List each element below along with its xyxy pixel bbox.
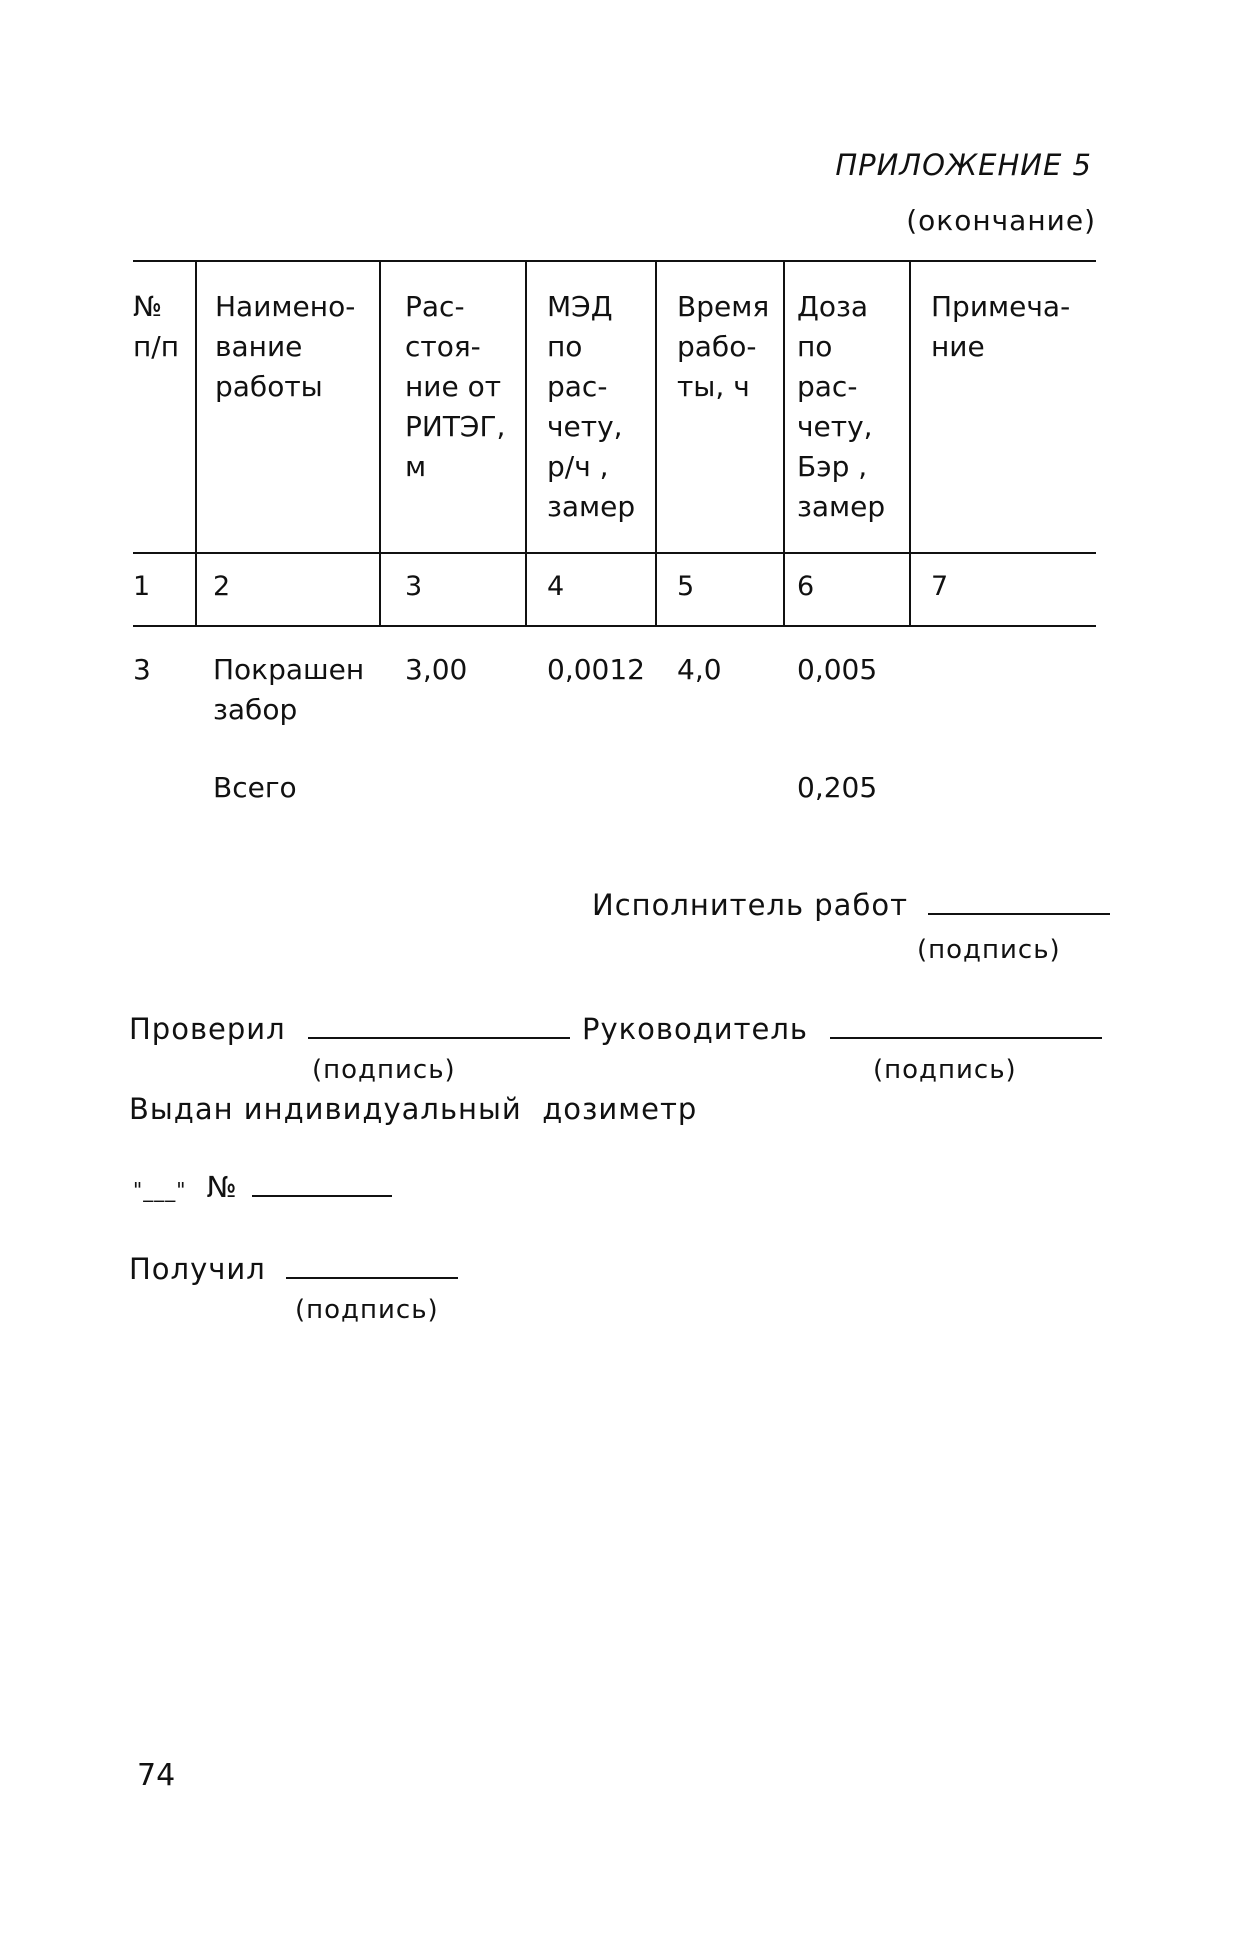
column-number: 5 [677,571,695,602]
column-number: 3 [405,571,423,602]
performer-signature-line [928,911,1110,915]
manager-label: Руководитель [582,1012,809,1046]
appendix-title: ПРИЛОЖЕНИЕ 5 [835,148,1092,182]
continuation-label: (окончание) [906,204,1096,237]
number-field-line [252,1193,392,1197]
column-divider [379,260,381,627]
row-work-time: 4,0 [677,653,722,686]
column-number: 4 [547,571,565,602]
page-number: 74 [137,1758,176,1793]
table-top-rule [133,260,1096,262]
number-sign: № [206,1170,238,1204]
total-label: Всего [213,771,297,804]
date-number-line [133,1170,392,1204]
column-number: 2 [213,571,231,602]
manager-signature-caption: (подпись) [873,1055,1017,1085]
column-header-work-time: Время рабо- ты, ч [677,290,770,403]
performer-signature [592,888,1110,922]
row-distance: 3,00 [405,653,468,686]
column-header-work-name: Наимено- вание работы [215,290,356,403]
column-header-note: Примеча- ние [931,290,1071,363]
row-dose-rate: 0,0012 [547,653,645,686]
date-placeholder: "___" [133,1178,187,1202]
checked-signature [129,1012,570,1046]
row-number: 3 [133,653,151,686]
issued-dosimeter-label: Выдан индивидуальный дозиметр [129,1092,698,1126]
column-header-dose: Доза по рас- чету, Бэр , замер [797,290,886,523]
table-header-rule [133,552,1096,554]
column-header-distance: Рас- стоя- ние от РИТЭГ, м [405,290,506,483]
column-number: 6 [797,571,815,602]
row-dose: 0,005 [797,653,878,686]
performer-label: Исполнитель работ [592,888,908,922]
checked-signature-line [308,1035,570,1039]
checked-label: Проверил [129,1012,286,1046]
total-dose: 0,205 [797,771,878,804]
received-signature-line [286,1275,458,1279]
column-number: 7 [931,571,949,602]
column-divider [195,260,197,627]
column-divider [655,260,657,627]
manager-signature [582,1012,1102,1046]
column-header-number: № п/п [133,290,180,363]
table-numbers-rule [133,625,1096,627]
column-header-dose-rate: МЭД по рас- чету, р/ч , замер [547,290,636,523]
received-signature-caption: (подпись) [295,1295,439,1325]
received-signature [129,1252,458,1286]
column-divider [783,260,785,627]
column-divider [909,260,911,627]
column-number: 1 [133,571,151,602]
manager-signature-line [830,1035,1102,1039]
row-work-name: Покрашен забор [213,653,365,726]
performer-signature-caption: (подпись) [917,935,1061,965]
received-label: Получил [129,1252,266,1286]
checked-signature-caption: (подпись) [312,1055,456,1085]
column-divider [525,260,527,627]
